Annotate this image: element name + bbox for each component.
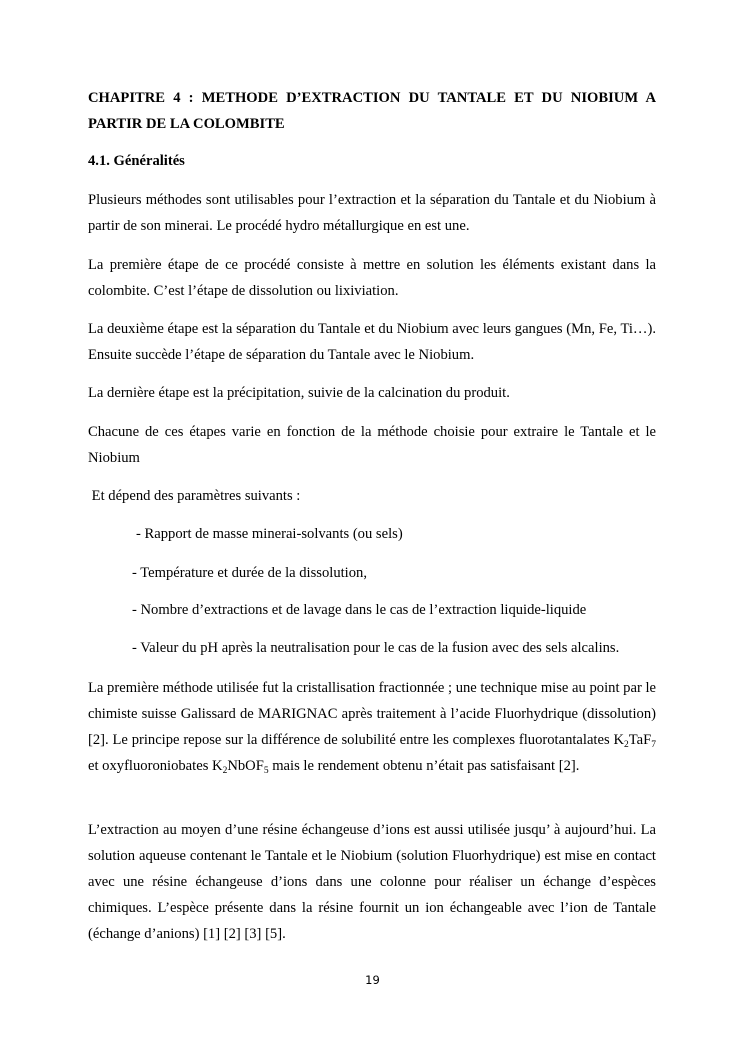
paragraph: Chacune de ces étapes varie en fonction de la méthode choisie pour extraire le Tantale et le Niobium <box>88 424 656 466</box>
list-item: - Nombre d’extractions et de lavage dans le cas de l’extraction liquide-liquide <box>132 602 587 618</box>
paragraph: La première étape de ce procédé consiste à mettre en solution les éléments existant dans la colombite. C’est l’étape de dissolution ou lixiviation. <box>88 257 656 299</box>
list-item: - Rapport de masse minerai-solvants (ou sels) <box>136 526 403 542</box>
list-item: - Valeur du pH après la neutralisation pour le cas de la fusion avec des sels alcalins. <box>132 640 620 656</box>
paragraph: La deuxième étape est la séparation du Tantale et du Niobium avec leurs gangues (Mn, Fe, Ti…). Ensuite succède l’étape de séparation du Tantale avec le Niobium. <box>88 321 656 363</box>
section-title: 4.1. Généralités <box>88 153 185 169</box>
page-number: 19 <box>365 973 380 987</box>
paragraph: La première méthode utilisée fut la cristallisation fractionnée ; une technique mise au point par le chimiste suisse Galissard de MARIGNAC après traitement à l’acide Fluorhydrique (dissolution) [2]. Le principe repose sur la différence de solubilité entre les complexes fluorotantalates $K_2TaF_7$ et oxyfluoroniobates $K_2NbOF_5$ mais le rendement obtenu n’était pas satisfaisant [2]. <box>88 680 656 776</box>
paragraph: La dernière étape est la précipitation, suivie de la calcination du produit. <box>88 385 510 401</box>
paragraph: L’extraction au moyen d’une résine échangeuse d’ions est aussi utilisée jusqu’ à aujourd’hui. La solution aqueuse contenant le Tantale et le Niobium (solution Fluorhydrique) est mise en contact avec une résine échangeuse d’ions dans une colonne pour réaliser un échange d’espèces chimiques. L’espèce présente dans la résine fournit un ion échangeable avec l’ion de Tantale (échange d’anions) [1] [2] [3] [5]. <box>88 822 656 942</box>
paragraph: Et dépend des paramètres suivants : <box>88 488 301 504</box>
list-item: - Température et durée de la dissolution, <box>132 565 367 581</box>
paragraph: Plusieurs méthodes sont utilisables pour l’extraction et la séparation du Tantale et du Niobium à partir de son minerai. Le procédé hydro métallurgique en est une. <box>88 192 656 234</box>
chapter-title: CHAPITRE 4 : METHODE D’EXTRACTION DU TANTALE ET DU NIOBIUM A PARTIR DE LA COLOMBITE <box>88 90 656 132</box>
